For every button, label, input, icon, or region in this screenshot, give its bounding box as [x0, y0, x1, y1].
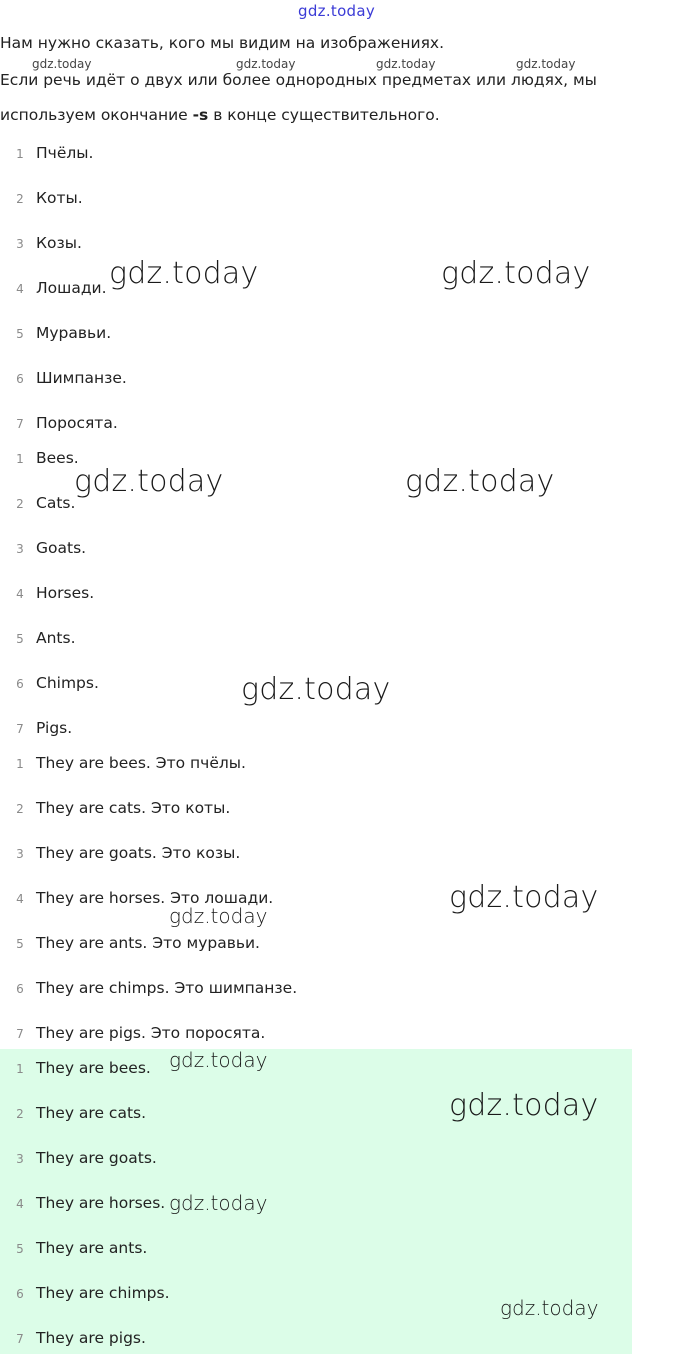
item-number: 7: [16, 722, 24, 736]
item-number: 6: [16, 982, 24, 996]
item-text: Поросята.: [36, 414, 118, 432]
watermark: gdz.today: [449, 880, 599, 915]
item-number: 7: [16, 1027, 24, 1041]
watermark: gdz.today: [169, 1048, 268, 1072]
watermark: gdz.today: [169, 1191, 268, 1215]
intro-line-1: Нам нужно сказать, кого мы видим на изображениях.: [0, 34, 444, 52]
item-number: 3: [16, 847, 24, 861]
list-item: [0, 930, 632, 975]
item-number: 4: [16, 282, 24, 296]
watermark: gdz.today: [405, 464, 555, 499]
watermark: gdz.today: [241, 672, 391, 707]
item-number: 2: [16, 802, 24, 816]
item-text: Ants.: [36, 629, 76, 647]
watermark: gdz.today: [169, 904, 268, 928]
list-item: [0, 795, 632, 840]
item-text: They are horses. Это лошади.: [36, 889, 274, 907]
item-text: Bees.: [36, 449, 79, 467]
watermark: gdz.today: [516, 57, 576, 71]
intro-text: в конце существительного.: [208, 106, 440, 124]
answer-item: [0, 1145, 632, 1190]
item-text: Goats.: [36, 539, 87, 557]
item-number: 3: [16, 237, 24, 251]
list-item: [0, 365, 632, 410]
item-text: They are pigs. Это поросята.: [36, 1024, 266, 1042]
watermark: gdz.today: [500, 1296, 599, 1320]
item-text: They are pigs.: [36, 1329, 146, 1347]
item-text: They are bees. Это пчёлы.: [36, 754, 246, 772]
watermark: gdz.today: [109, 256, 259, 291]
item-text: They are chimps. Это шимпанзе.: [36, 979, 298, 997]
item-number: 5: [16, 327, 24, 341]
item-number: 7: [16, 1332, 24, 1346]
item-number: 2: [16, 1107, 24, 1121]
item-number: 4: [16, 892, 24, 906]
suffix-highlight: -s: [192, 106, 209, 124]
item-number: 5: [16, 1242, 24, 1256]
list-item: [0, 140, 632, 185]
intro-text: используем окончание: [0, 106, 193, 124]
item-number: 3: [16, 1152, 24, 1166]
item-text: They are cats. Это коты.: [36, 799, 231, 817]
item-text: Cats.: [36, 494, 76, 512]
item-text: Лошади.: [36, 279, 107, 297]
item-number: 4: [16, 587, 24, 601]
answer-item: [0, 1190, 632, 1235]
item-number: 5: [16, 937, 24, 951]
watermark: gdz.today: [74, 464, 224, 499]
item-number: 1: [16, 452, 24, 466]
list-item: [0, 535, 632, 580]
item-number: 6: [16, 372, 24, 386]
item-number: 7: [16, 417, 24, 431]
list-item: [0, 840, 632, 885]
item-text: Horses.: [36, 584, 95, 602]
item-text: They are cats.: [36, 1104, 147, 1122]
item-text: They are bees.: [36, 1059, 151, 1077]
item-number: 1: [16, 147, 24, 161]
item-text: They are chimps.: [36, 1284, 170, 1302]
watermark: gdz.today: [449, 1088, 599, 1123]
site-logo[interactable]: gdz.today: [298, 2, 376, 20]
list-item: [0, 750, 632, 795]
item-text: Козы.: [36, 234, 82, 252]
list-item: [0, 580, 632, 625]
item-number: 1: [16, 1062, 24, 1076]
watermark: gdz.today: [236, 57, 296, 71]
item-text: Шимпанзе.: [36, 369, 127, 387]
item-text: They are ants. Это муравьи.: [36, 934, 260, 952]
item-number: 5: [16, 632, 24, 646]
item-number: 2: [16, 192, 24, 206]
item-number: 6: [16, 677, 24, 691]
item-text: Коты.: [36, 189, 83, 207]
watermark: gdz.today: [441, 256, 591, 291]
intro-line-2: Если речь идёт о двух или более однородных предметах или людях, мы: [0, 71, 597, 89]
item-text: They are goats.: [36, 1149, 157, 1167]
answer-item: [0, 1235, 632, 1280]
list-item: [0, 185, 632, 230]
item-text: They are horses.: [36, 1194, 166, 1212]
list-item: [0, 975, 632, 1020]
item-text: Chimps.: [36, 674, 99, 692]
item-number: 4: [16, 1197, 24, 1211]
item-number: 2: [16, 497, 24, 511]
item-text: Пчёлы.: [36, 144, 94, 162]
intro-line-3: [0, 106, 680, 124]
item-text: They are ants.: [36, 1239, 148, 1257]
item-text: They are goats. Это козы.: [36, 844, 241, 862]
watermark: gdz.today: [32, 57, 92, 71]
answer-item: [0, 1325, 632, 1370]
item-number: 1: [16, 757, 24, 771]
item-number: 3: [16, 542, 24, 556]
watermark: gdz.today: [376, 57, 436, 71]
list-item: [0, 320, 632, 365]
item-text: Pigs.: [36, 719, 73, 737]
item-text: Муравьи.: [36, 324, 112, 342]
item-number: 6: [16, 1287, 24, 1301]
list-item: [0, 625, 632, 670]
